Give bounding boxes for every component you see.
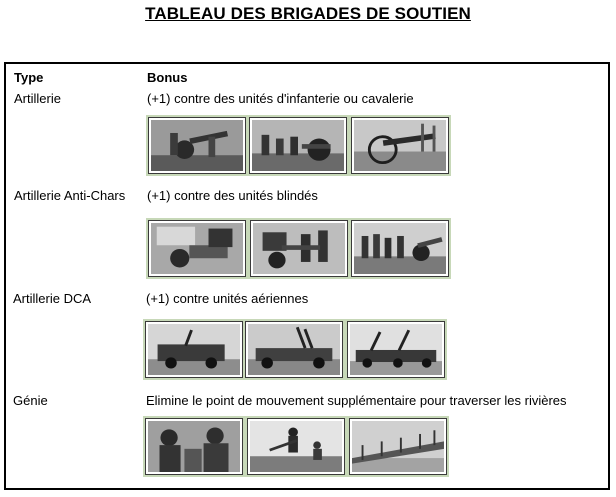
anti-tank-gun-photo (149, 221, 245, 276)
row-bonus-genie: Elimine le point de mouvement supplémentaire pour traverser les rivières (146, 393, 567, 408)
anti-aircraft-convoy-photo (348, 322, 444, 377)
row-bonus-artillerie: (+1) contre des unités d'infanterie ou cavalerie (147, 91, 414, 106)
engineers-digging-photo (248, 419, 344, 474)
row-bonus-artillerie-dca: (+1) contre unités aériennes (146, 291, 309, 306)
artillery-gun-towing-photo (250, 118, 346, 173)
bridge-construction-photo (350, 419, 446, 474)
anti-aircraft-truck-photo (146, 322, 242, 377)
anti-tank-crew-photo (251, 221, 347, 276)
field-gun-photo (352, 118, 448, 173)
row-type-artillerie: Artillerie (14, 91, 61, 106)
row-type-artillerie-dca: Artillerie DCA (13, 291, 92, 306)
row-type-artillerie-anti-chars: Artillerie Anti-Chars (14, 188, 126, 203)
row-bonus-artillerie-anti-chars: (+1) contre des unités blindés (147, 188, 318, 203)
page-title: TABLEAU DES BRIGADES DE SOUTIEN (145, 4, 471, 23)
engineers-soldiers-photo (146, 419, 242, 474)
header-bonus: Bonus (147, 70, 188, 85)
artillery-crew-photo (149, 118, 245, 173)
header-type: Type (14, 70, 44, 85)
anti-tank-battery-photo (352, 221, 448, 276)
row-type-genie: Génie (13, 393, 48, 408)
anti-aircraft-gun-truck-photo (246, 322, 342, 377)
